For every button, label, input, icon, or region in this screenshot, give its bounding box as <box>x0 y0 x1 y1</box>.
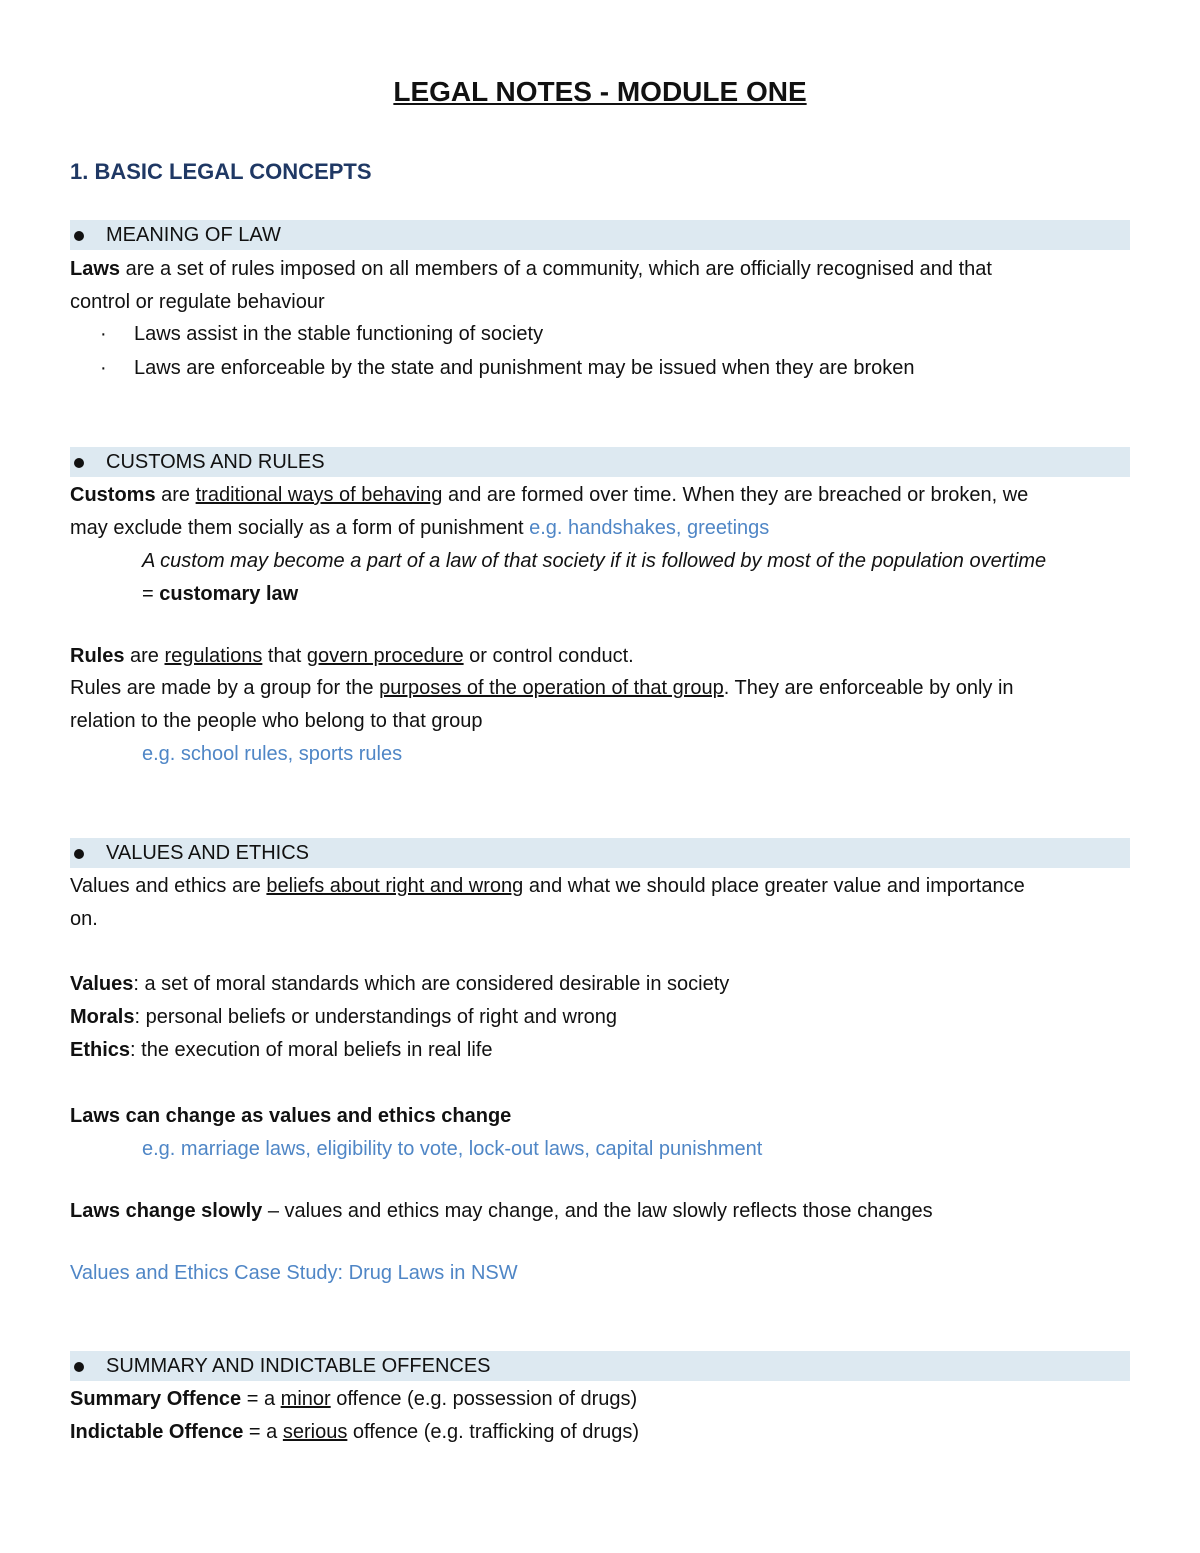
paragraph-line: A custom may become a part of a law of that society if it is followed by most of the population overtime <box>142 550 1047 572</box>
heading-band-values-and-ethics <box>70 838 1130 868</box>
definition-summary-offence: Summary Offence = a minor offence (e.g. possession of drugs) <box>70 1388 638 1410</box>
paragraph-line: Laws change slowly – values and ethics may change, and the law slowly reflects those changes <box>70 1200 933 1222</box>
section-heading: 1. BASIC LEGAL CONCEPTS <box>70 159 372 184</box>
paragraph-line: = customary law <box>142 583 299 605</box>
paragraph-line: Laws can change as values and ethics change <box>70 1105 512 1127</box>
paragraph-line: Laws are a set of rules imposed on all members of a community, which are officially recognised and that <box>70 258 992 280</box>
paragraph-line: Rules are made by a group for the purposes of the operation of that group. They are enforceable by only in <box>70 677 1014 699</box>
bullet-icon <box>74 231 84 241</box>
definition-ethics: Ethics: the execution of moral beliefs in real life <box>70 1039 493 1061</box>
heading-values-and-ethics: VALUES AND ETHICS <box>106 842 310 864</box>
example-text: e.g. handshakes, greetings <box>529 517 770 539</box>
paragraph-line: may exclude them socially as a form of punishment e.g. handshakes, greetings <box>70 517 770 539</box>
heading-customs-and-rules: CUSTOMS AND RULES <box>106 451 325 473</box>
paragraph-line: Customs are traditional ways of behaving and are formed over time. When they are breached or broken, we <box>70 484 1029 506</box>
example-text: e.g. marriage laws, eligibility to vote, lock-out laws, capital punishment <box>142 1138 763 1160</box>
case-study-link[interactable]: Values and Ethics Case Study: Drug Laws in NSW <box>70 1262 518 1284</box>
heading-band-offences <box>70 1351 1130 1381</box>
example-text: e.g. school rules, sports rules <box>142 743 403 765</box>
heading-band-customs-and-rules <box>70 447 1130 477</box>
bullet-item: Laws are enforceable by the state and punishment may be issued when they are broken <box>134 357 915 379</box>
small-bullet-icon: · <box>100 323 107 345</box>
definition-values: Values: a set of moral standards which are considered desirable in society <box>70 973 730 995</box>
heading-band-meaning-of-law <box>70 220 1130 250</box>
bullet-icon <box>74 849 84 859</box>
definition-indictable-offence: Indictable Offence = a serious offence (e.g. trafficking of drugs) <box>70 1421 639 1443</box>
paragraph-line: control or regulate behaviour <box>70 291 325 313</box>
document-title: LEGAL NOTES - MODULE ONE <box>393 76 807 107</box>
heading-meaning-of-law: MEANING OF LAW <box>106 224 281 246</box>
paragraph-line: on. <box>70 908 98 930</box>
bullet-icon <box>74 1362 84 1372</box>
heading-offences: SUMMARY AND INDICTABLE OFFENCES <box>106 1355 491 1377</box>
small-bullet-icon: · <box>100 357 107 379</box>
paragraph-line: Rules are regulations that govern procedure or control conduct. <box>70 645 634 667</box>
bullet-icon <box>74 458 84 468</box>
paragraph-line: Values and ethics are beliefs about right and wrong and what we should place greater value and importance <box>70 875 1025 897</box>
bullet-item: Laws assist in the stable functioning of society <box>134 323 544 345</box>
paragraph-line: relation to the people who belong to that group <box>70 710 483 732</box>
definition-morals: Morals: personal beliefs or understandings of right and wrong <box>70 1006 617 1028</box>
